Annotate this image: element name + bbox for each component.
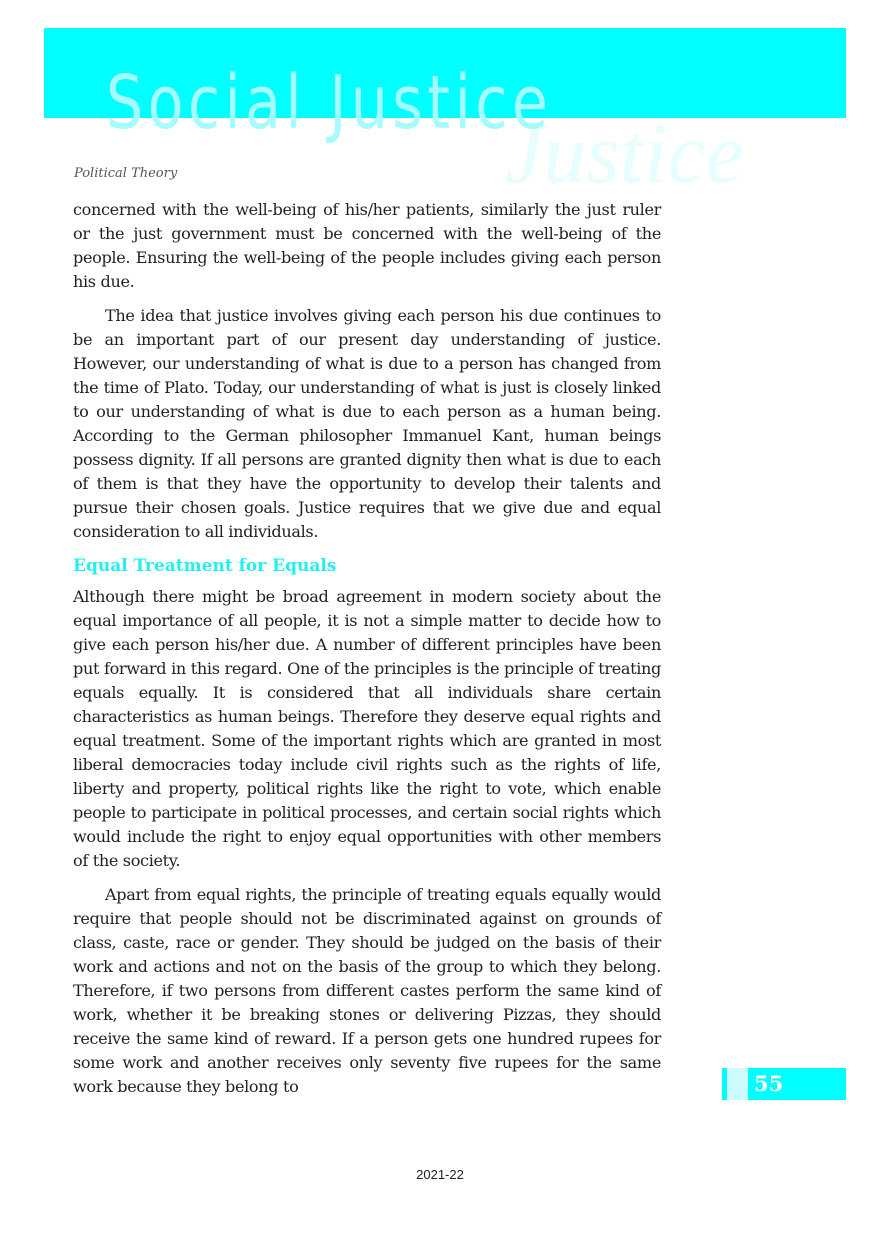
paragraph: Apart from equal rights, the principle of treating equals equally would require that people should not be discriminated against on grounds of class, caste, race or gender. They should be judged on the basis of their work and actions and not on the basis of the group to which they belong. Therefore, if two persons from different castes perform the same kind of work, whether it be breaking stones or delivering Pizzas, they should receive the same kind of reward. If a person gets one hundred rupees for some work and another receives only seventy five rupees for the same work because they belong to [73, 885, 661, 1096]
section-heading: Equal Treatment for Equals [73, 556, 337, 576]
page-content [73, 198, 661, 1109]
page-number-light-block [727, 1068, 748, 1100]
chapter-title: Social Justice [106, 60, 553, 146]
watermark-text: Justice [505, 105, 744, 201]
page-number-tab [722, 1068, 846, 1100]
paragraph: concerned with the well-being of his/her patients, similarly the just ruler or the just government must be concerned with the well-being of the people. Ensuring the well-being of the people includes giving each person his due. [73, 200, 661, 291]
page-number: 55 [754, 1071, 784, 1096]
paragraph: The idea that justice involves giving each person his due continues to be an important part of our present day understanding of justice. However, our understanding of what is due to a person has changed from the time of Plato. Today, our understanding of what is just is closely linked to our understanding of what is due to each person as a human being. According to the German philosopher Immanuel Kant, human beings possess dignity. If all persons are granted dignity then what is due to each of them is that they have the opportunity to develop their talents and pursue their chosen goals. Justice requires that we give due and equal consideration to all individuals. [73, 306, 661, 541]
paragraph: Although there might be broad agreement in modern society about the equal importance of all people, it is not a simple matter to decide how to give each person his/her due. A number of different principles have been put forward in this regard. One of the principles is the principle of treating equals equally. It is considered that all individuals share certain characteristics as human beings. Therefore they deserve equal rights and equal treatment. Some of the important rights which are granted in most liberal democracies today include civil rights such as the rights of life, liberty and property, political rights like the right to vote, which enable people to participate in political processes, and certain social rights which would include the right to enjoy equal opportunities with other members of the society. [73, 587, 661, 870]
footer-year: 2021-22 [416, 1167, 464, 1182]
running-head: Political Theory [74, 166, 178, 181]
